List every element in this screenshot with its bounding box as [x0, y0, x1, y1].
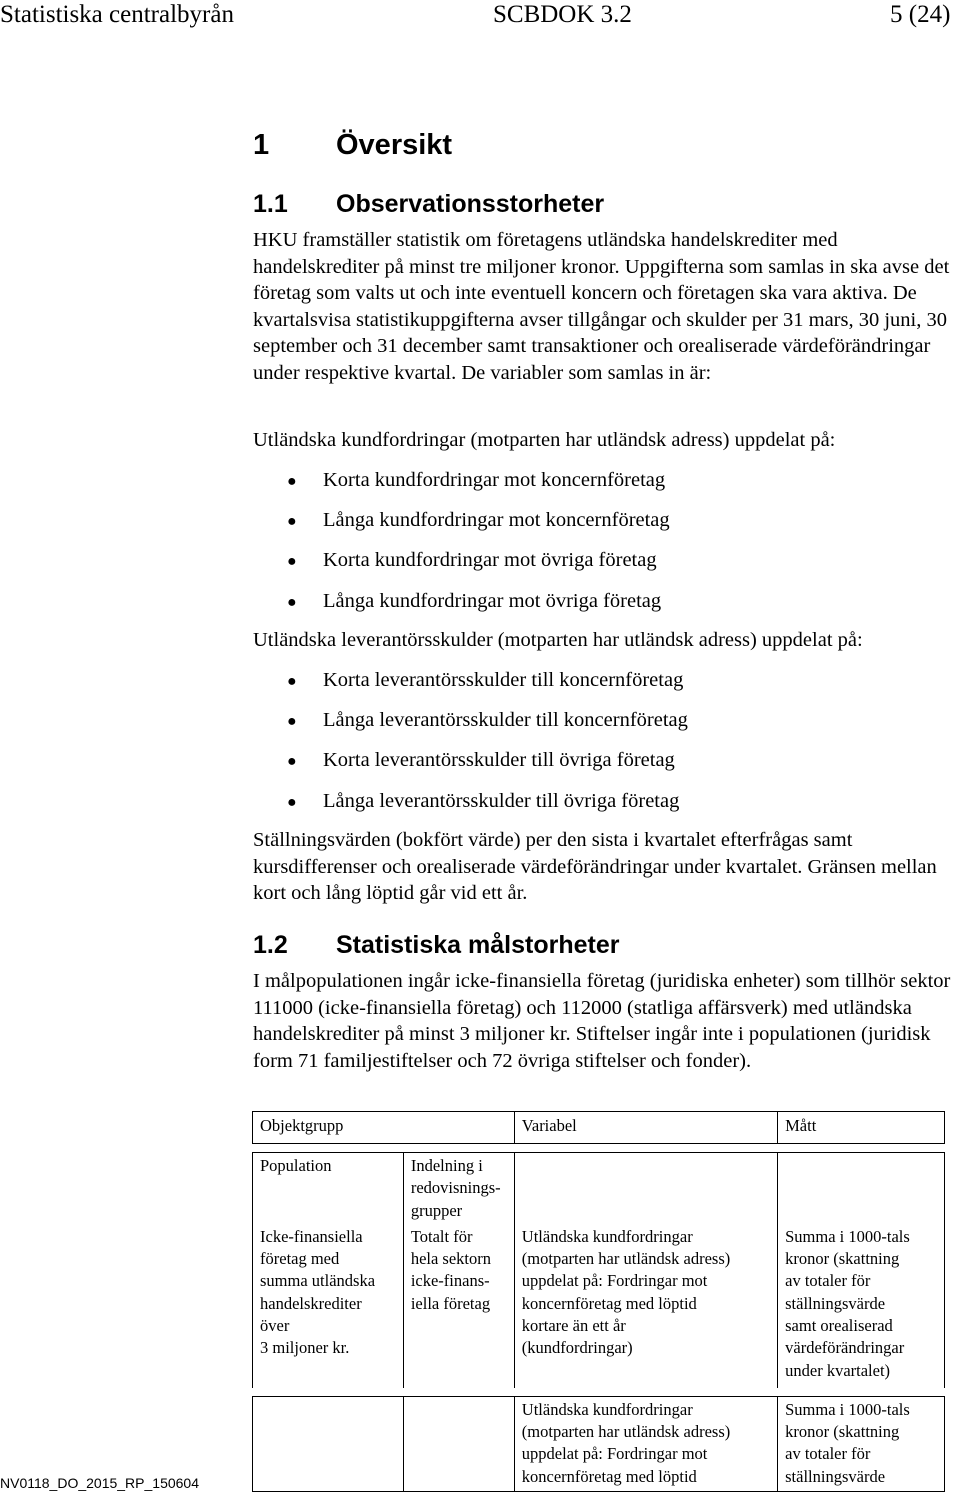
list-item: ● Korta leverantörsskulder till koncernföretag	[287, 667, 683, 695]
section-1-2-number: 1.2	[253, 931, 288, 959]
group-2-title: Utländska leverantörsskulder (motparten har utländsk adress) uppdelat på:	[253, 629, 863, 651]
cell-population	[253, 1396, 404, 1491]
section-1-number: 1	[253, 129, 270, 161]
target-population-paragraph: I målpopulationen ingår icke-finansiella företag (juridiska enheter) som tillhör sektor 111000 (icke-finansiella företag) och 112000 (statliga affärsverk) med utländska handelskrediter på minst 3 miljoner kr. Stiftelser ingår inte i populationen (juridisk form 71 familjestiftelser och 72 övriga stiftelser och fonder).	[253, 970, 951, 1072]
cell-indelning	[403, 1396, 514, 1491]
table-spacer	[253, 1388, 945, 1397]
bullet-icon: ●	[287, 513, 297, 530]
intro-paragraph: HKU framställer statistik om företagens utländska handelskrediter med handelskrediter på minst tre miljoner kronor. Uppgifterna som samlas in ska avse det företag som valts ut och inte eventuell koncern och företagen ska vara aktiva. De kvartalsvisa statistikuppgifterna avser tillgångar och skulder per 31 mars, 30 juni, 30 september och 31 december samt transaktioner och orealiserade värdeförändringar under respektive kvartal. De variabler som samlas in är:	[253, 229, 950, 384]
section-1-1-heading	[253, 189, 604, 219]
bullet-icon: ●	[287, 713, 297, 730]
bullet-icon: ●	[287, 673, 297, 690]
list-item: ● Korta leverantörsskulder till övriga företag	[287, 747, 675, 775]
bullet-icon: ●	[287, 594, 297, 611]
footer-doc-id: NV0118_DO_2015_RP_150604	[0, 1475, 200, 1491]
table-spacer	[253, 1144, 945, 1153]
cell-variabel: Utländska kundfordringar (motparten har utländsk adress) uppdelat på: Fordringar mot koncernföretag med löptid	[514, 1396, 777, 1491]
header-org: Statistiska centralbyrån	[0, 1, 234, 28]
statistics-spec-table	[252, 1111, 945, 1492]
list-item: ● Korta kundfordringar mot övriga företag	[287, 547, 657, 575]
table-header-row	[253, 1112, 945, 1144]
cell-matt: Summa i 1000-tals kronor (skattning av totaler för ställningsvärde samt orealiserad värdeförändringar under kvartalet)	[778, 1224, 945, 1388]
list-item: ● Långa kundfordringar mot koncernföretag	[287, 507, 670, 535]
subheader-population: Population	[253, 1153, 404, 1224]
section-1-2-body	[253, 968, 958, 1074]
header-objektgrupp: Objektgrupp	[253, 1112, 515, 1144]
table-row	[253, 1396, 945, 1491]
closing-paragraph: Ställningsvärden (bokfört värde) per den sista i kvartalet efterfrågas samt kursdifferenser och orealiserade värdeförändringar under kvartalet. Gränsen mellan kort och lång löptid går vid ett år.	[253, 829, 937, 904]
list-item: ● Långa leverantörsskulder till koncernföretag	[287, 707, 688, 735]
cell-variabel: Utländska kundfordringar (motparten har utländsk adress) uppdelat på: Fordringar mot koncernföretag med löptid kortare än ett år (kundfordringar)	[514, 1224, 777, 1388]
bullet-icon: ●	[287, 553, 297, 570]
section-1-1-intro	[253, 227, 958, 386]
section-1-title: Översikt	[336, 129, 453, 161]
list-item: ● Korta kundfordringar mot koncernföretag	[287, 467, 665, 495]
bullet-icon: ●	[287, 794, 297, 811]
header-variabel: Variabel	[514, 1112, 777, 1144]
list-item: ● Långa leverantörsskulder till övriga företag	[287, 788, 679, 816]
bullet-icon: ●	[287, 473, 297, 490]
header-page-number: 5 (24)	[890, 1, 951, 28]
group-1-title: Utländska kundfordringar (motparten har utländsk adress) uppdelat på:	[253, 429, 836, 451]
section-1-2-title: Statistiska målstorheter	[336, 931, 620, 959]
section-1-1-closing	[253, 827, 958, 907]
header-matt: Mått	[778, 1112, 945, 1144]
section-1-2-heading	[253, 930, 619, 960]
list-item: ● Långa kundfordringar mot övriga företag	[287, 588, 661, 616]
cell-indelning: Totalt för hela sektorn icke-finans- iella företag	[403, 1224, 514, 1388]
section-1-1-title: Observationsstorheter	[336, 190, 605, 218]
cell-matt: Summa i 1000-tals kronor (skattning av totaler för ställningsvärde	[778, 1396, 945, 1491]
bullet-icon: ●	[287, 753, 297, 770]
header-doc-id: SCBDOK 3.2	[493, 1, 632, 28]
table-subheader-row	[253, 1153, 945, 1224]
subheader-indelning: Indelning i redovisnings- grupper	[403, 1153, 514, 1224]
table-row	[253, 1224, 945, 1388]
section-1-1-number: 1.1	[253, 190, 288, 218]
cell-population: Icke-finansiella företag med summa utländska handelskrediter över 3 miljoner kr.	[253, 1224, 404, 1388]
section-1-heading	[253, 128, 452, 162]
